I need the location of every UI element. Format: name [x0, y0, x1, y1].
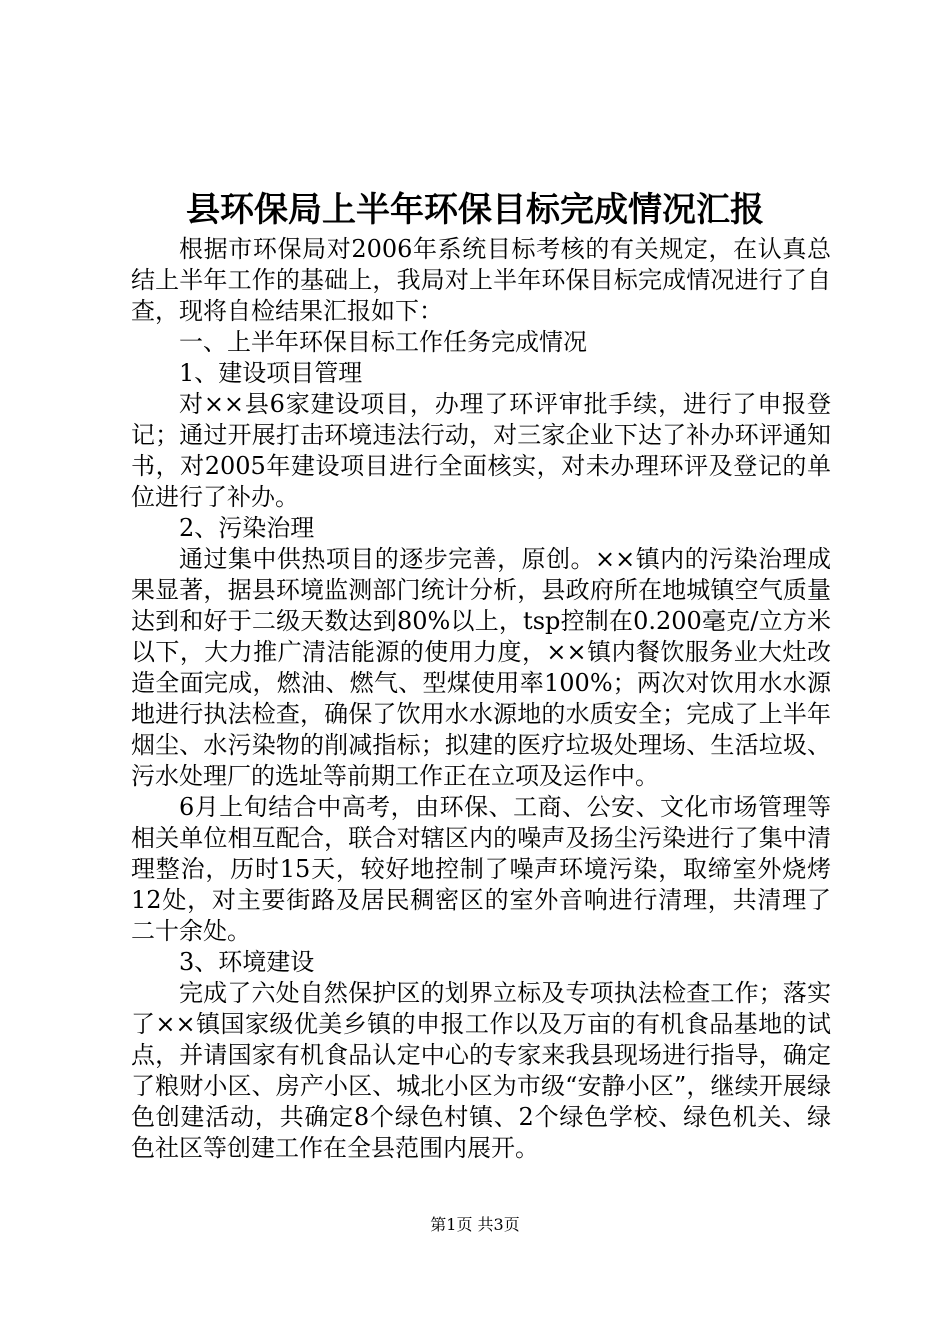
paragraph: 6月上旬结合中高考，由环保、工商、公安、文化市场管理等相关单位相互配合，联合对辖区内的噪声及扬尘污染进行了集中清理整治，历时15天，较好地控制了噪声环境污染，取缔室外烧烤12处，对主要街路及居民稠密区的室外音响进行清理，共清理了二十余处。 — [131, 793, 831, 945]
document-title: 县环保局上半年环保目标完成情况汇报 — [186, 190, 764, 230]
paragraph: 对××县6家建设项目，办理了环评审批手续，进行了申报登记；通过开展打击环境违法行动，对三家企业下达了补办环评通知书，对2005年建设项目进行全面核实，对未办理环评及登记的单位进行了补办。 — [131, 390, 831, 511]
subsection-heading: 2、污染治理 — [179, 514, 315, 542]
subsection-heading: 1、建设项目管理 — [179, 359, 363, 387]
paragraph: 完成了六处自然保护区的划界立标及专项执法检查工作；落实了××镇国家级优美乡镇的申报工作以及万亩的有机食品基地的试点，并请国家有机食品认定中心的专家来我县现场进行指导，确定了粮财小区、房产小区、城北小区为市级“安静小区”，继续开展绿色创建活动，共确定8个绿色村镇、2个绿色学校、绿色机关、绿色社区等创建工作在全县范围内展开。 — [131, 979, 831, 1162]
paragraph: 通过集中供热项目的逐步完善，原创。××镇内的污染治理成果显著，据县环境监测部门统计分析，县政府所在地城镇空气质量达到和好于二级天数达到80%以上，tsp控制在0.200毫克/立方米以下，大力推广清洁能源的使用力度，××镇内餐饮服务业大灶改造全面完成，燃油、燃气、型煤使用率100%；两次对饮用水水源地进行执法检查，确保了饮用水水源地的水质安全；完成了上半年烟尘、水污染物的削减指标；拟建的医疗垃圾处理场、生活垃圾、污水处理厂的选址等前期工作正在立项及运作中。 — [131, 545, 831, 790]
page-footer: 第1页 共3页 — [430, 1215, 520, 1234]
section-heading: 一、上半年环保目标工作任务完成情况 — [179, 328, 587, 356]
paragraph-intro: 根据市环保局对2006年系统目标考核的有关规定，在认真总结上半年工作的基础上，我局对上半年环保目标完成情况进行了自查，现将自检结果汇报如下： — [131, 235, 831, 325]
document-body — [131, 234, 831, 1164]
subsection-heading: 3、环境建设 — [179, 948, 315, 976]
